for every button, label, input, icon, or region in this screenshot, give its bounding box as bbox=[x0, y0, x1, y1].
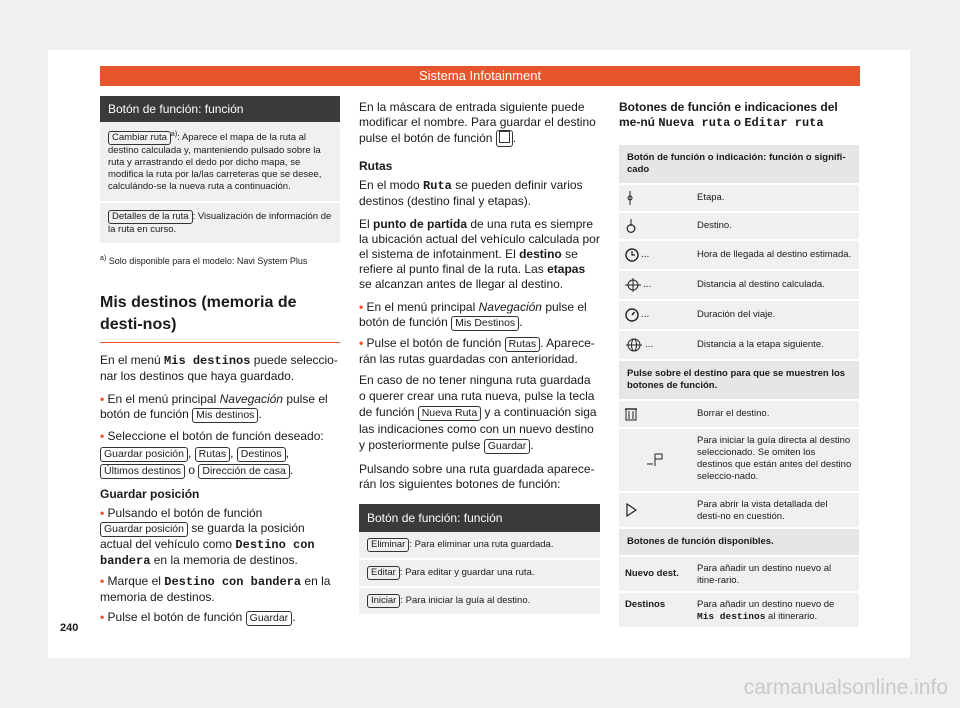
globe-icon: ... bbox=[619, 331, 691, 359]
function-table-1 bbox=[100, 96, 340, 245]
trash-icon bbox=[619, 401, 691, 427]
paragraph: Pulsando sobre una ruta guardada aparece-rán los siguientes botones de función: bbox=[359, 462, 595, 491]
table-section-heading: Pulse sobre el destino para que se muestren los botones de función. bbox=[619, 361, 859, 401]
footnote-marker: a) bbox=[170, 131, 178, 138]
row-text: Hora de llegada al destino estimada. bbox=[697, 249, 852, 260]
table-row bbox=[619, 301, 859, 331]
clock-icon: ... bbox=[619, 241, 691, 269]
row-text: Destino. bbox=[697, 220, 732, 231]
table-row bbox=[619, 493, 859, 529]
guardar-button[interactable]: Guardar bbox=[484, 439, 531, 454]
column-2 bbox=[359, 100, 600, 616]
bullet-item: • Marque el Destino con bandera en la memoria de destinos. bbox=[100, 574, 331, 605]
column-1 bbox=[100, 96, 340, 631]
destination-pin-icon bbox=[619, 213, 691, 239]
table-row bbox=[619, 593, 859, 629]
footnote bbox=[100, 255, 340, 266]
table-section-heading: Botones de función disponibles. bbox=[619, 529, 859, 557]
table-row bbox=[619, 331, 859, 361]
rutas-button[interactable]: Rutas bbox=[195, 447, 230, 462]
bullet-item: • En el menú principal Navegación pulse el botón de función Mis Destinos . bbox=[359, 300, 587, 329]
page-number: 240 bbox=[60, 622, 79, 634]
direccion-casa-button[interactable]: Dirección de casa bbox=[198, 464, 289, 479]
nueva-ruta-button[interactable]: Nueva Ruta bbox=[418, 406, 481, 421]
table-header: Botón de función: función bbox=[100, 96, 340, 122]
row-text: Distancia a la etapa siguiente. bbox=[697, 339, 824, 350]
ultimos-destinos-button[interactable]: Últimos destinos bbox=[100, 464, 185, 479]
rutas-button[interactable]: Rutas bbox=[505, 337, 540, 352]
row-text: Duración del viaje. bbox=[697, 309, 776, 320]
paragraph: En caso de no tener ninguna ruta guardada o querer crear una ruta nueva, pulse la tecla de función Nueva Ruta y a continuación siga las indicaciones como con un nuevo destino y posteriormente pulse Guardar . bbox=[359, 373, 597, 452]
guardar-posicion-button[interactable]: Guardar posición bbox=[100, 447, 188, 462]
function-table-2 bbox=[359, 504, 600, 616]
page-header: Sistema Infotainment bbox=[100, 66, 860, 86]
destinos-button[interactable]: Destinos bbox=[237, 447, 286, 462]
play-icon bbox=[619, 493, 691, 527]
table-row bbox=[100, 122, 340, 203]
table-row bbox=[100, 203, 340, 245]
row-text: Distancia al destino calculada. bbox=[697, 279, 825, 290]
stopwatch-icon: ... bbox=[619, 301, 691, 329]
subheading: Rutas bbox=[359, 159, 393, 173]
guardar-button[interactable]: Guardar bbox=[246, 611, 293, 626]
flag-icon bbox=[619, 429, 691, 491]
footnote-mark: a) bbox=[100, 255, 107, 263]
save-icon bbox=[499, 131, 510, 143]
bullet-item: • En el menú principal Navegación pulse el botón de función Mis destinos . bbox=[100, 392, 328, 422]
table-row bbox=[619, 271, 859, 301]
paragraph: En el menú Mis destinos puede seleccio-nar los destinos que haya guardado. bbox=[100, 353, 338, 384]
cambiar-ruta-button[interactable]: Cambiar ruta bbox=[108, 131, 171, 145]
editar-button[interactable]: Editar bbox=[367, 566, 400, 580]
table-row bbox=[619, 185, 859, 213]
table-row bbox=[619, 213, 859, 241]
table-row bbox=[619, 401, 859, 429]
row-label: Nuevo dest. bbox=[625, 568, 679, 579]
table-row bbox=[619, 429, 859, 493]
subheading: Guardar posición bbox=[100, 487, 200, 502]
section-title: Botones de función e indicaciones del me-nú Nueva ruta o Editar ruta bbox=[619, 100, 838, 130]
row-text: Para añadir un destino nuevo de Mis destinos al itinerario. bbox=[697, 599, 835, 622]
table-row bbox=[619, 241, 859, 271]
detalles-ruta-button[interactable]: Detalles de la ruta bbox=[108, 210, 193, 224]
paragraph: En el modo Ruta se pueden definir varios destinos (destino final y etapas). bbox=[359, 178, 583, 208]
row-text: Para añadir un destino nuevo al itine-rario. bbox=[697, 563, 832, 586]
reference-table bbox=[619, 145, 859, 629]
row-text: Para iniciar la guía directa al destino seleccionado. Se omiten los destinos que están antes del destino seleccio-nado. bbox=[697, 435, 852, 482]
row-text: : Aparece el mapa de la ruta al destino calculada y, manteniendo pulsado sobre la ruta y arrastrando el dedo por dicho mapa, se modifica la ruta por la/las carreteras que se desee, calculándo-se la nueva ruta a continuación. bbox=[108, 132, 322, 193]
footnote-text: Solo disponible para el modelo: Navi System Plus bbox=[108, 256, 308, 267]
mis-destinos-button[interactable]: Mis destinos bbox=[192, 408, 258, 423]
paragraph: En la máscara de entrada siguiente puede modificar el nombre. Para guardar el destino pulse el botón de función . bbox=[359, 100, 596, 145]
section-title: Mis destinos (memoria de desti-nos) bbox=[100, 294, 297, 334]
guardar-posicion-button[interactable]: Guardar posición bbox=[100, 522, 188, 537]
table-row: Eliminar : Para eliminar una ruta guardada. bbox=[359, 532, 600, 560]
save-icon-button[interactable] bbox=[496, 130, 513, 147]
row-text: : Visualización de información de la ruta en curso. bbox=[108, 211, 332, 236]
divider bbox=[100, 342, 340, 343]
bullet-item: • Seleccione el botón de función deseado: Guardar posición , Rutas , Destinos , Últimos destinos o Dirección de casa . bbox=[100, 429, 324, 478]
column-3 bbox=[619, 100, 859, 629]
bullet-item: • Pulse el botón de función Guardar . bbox=[100, 610, 296, 625]
watermark: carmanualsonline.info bbox=[743, 676, 948, 699]
row-text: Etapa. bbox=[697, 192, 725, 203]
mis-destinos-button[interactable]: Mis Destinos bbox=[451, 316, 519, 331]
table-row bbox=[619, 557, 859, 593]
row-text: Borrar el destino. bbox=[697, 408, 770, 419]
bullet-item: • Pulsando el botón de función Guardar posición se guarda la posición actual del vehículo como Destino con bandera en la memoria de destinos. bbox=[100, 506, 315, 569]
stage-pin-icon bbox=[619, 185, 691, 211]
table-row: Iniciar : Para iniciar la guía al destino. bbox=[359, 588, 600, 616]
iniciar-button[interactable]: Iniciar bbox=[367, 594, 400, 608]
table-row: Editar : Para editar y guardar una ruta. bbox=[359, 560, 600, 588]
eliminar-button[interactable]: Eliminar bbox=[367, 538, 409, 552]
row-text: Para abrir la vista detallada del desti-no en cuestión. bbox=[697, 499, 828, 522]
table-header: Botón de función o indicación: función o signifi-cado bbox=[619, 145, 859, 185]
table-header: Botón de función: función bbox=[359, 504, 600, 532]
crosshair-icon: ... bbox=[619, 271, 691, 299]
bullet-item: • Pulse el botón de función Rutas . Aparece-rán las rutas guardadas con anterioridad. bbox=[359, 336, 595, 366]
row-label: Destinos bbox=[625, 599, 666, 610]
paragraph: El punto de partida de una ruta es siempre la ubicación actual del vehículo calculada por el sistema de infotainment. El destino se refiere al punto final de la ruta. Las etapas se alcanzan antes de llegar al destino. bbox=[359, 217, 600, 291]
